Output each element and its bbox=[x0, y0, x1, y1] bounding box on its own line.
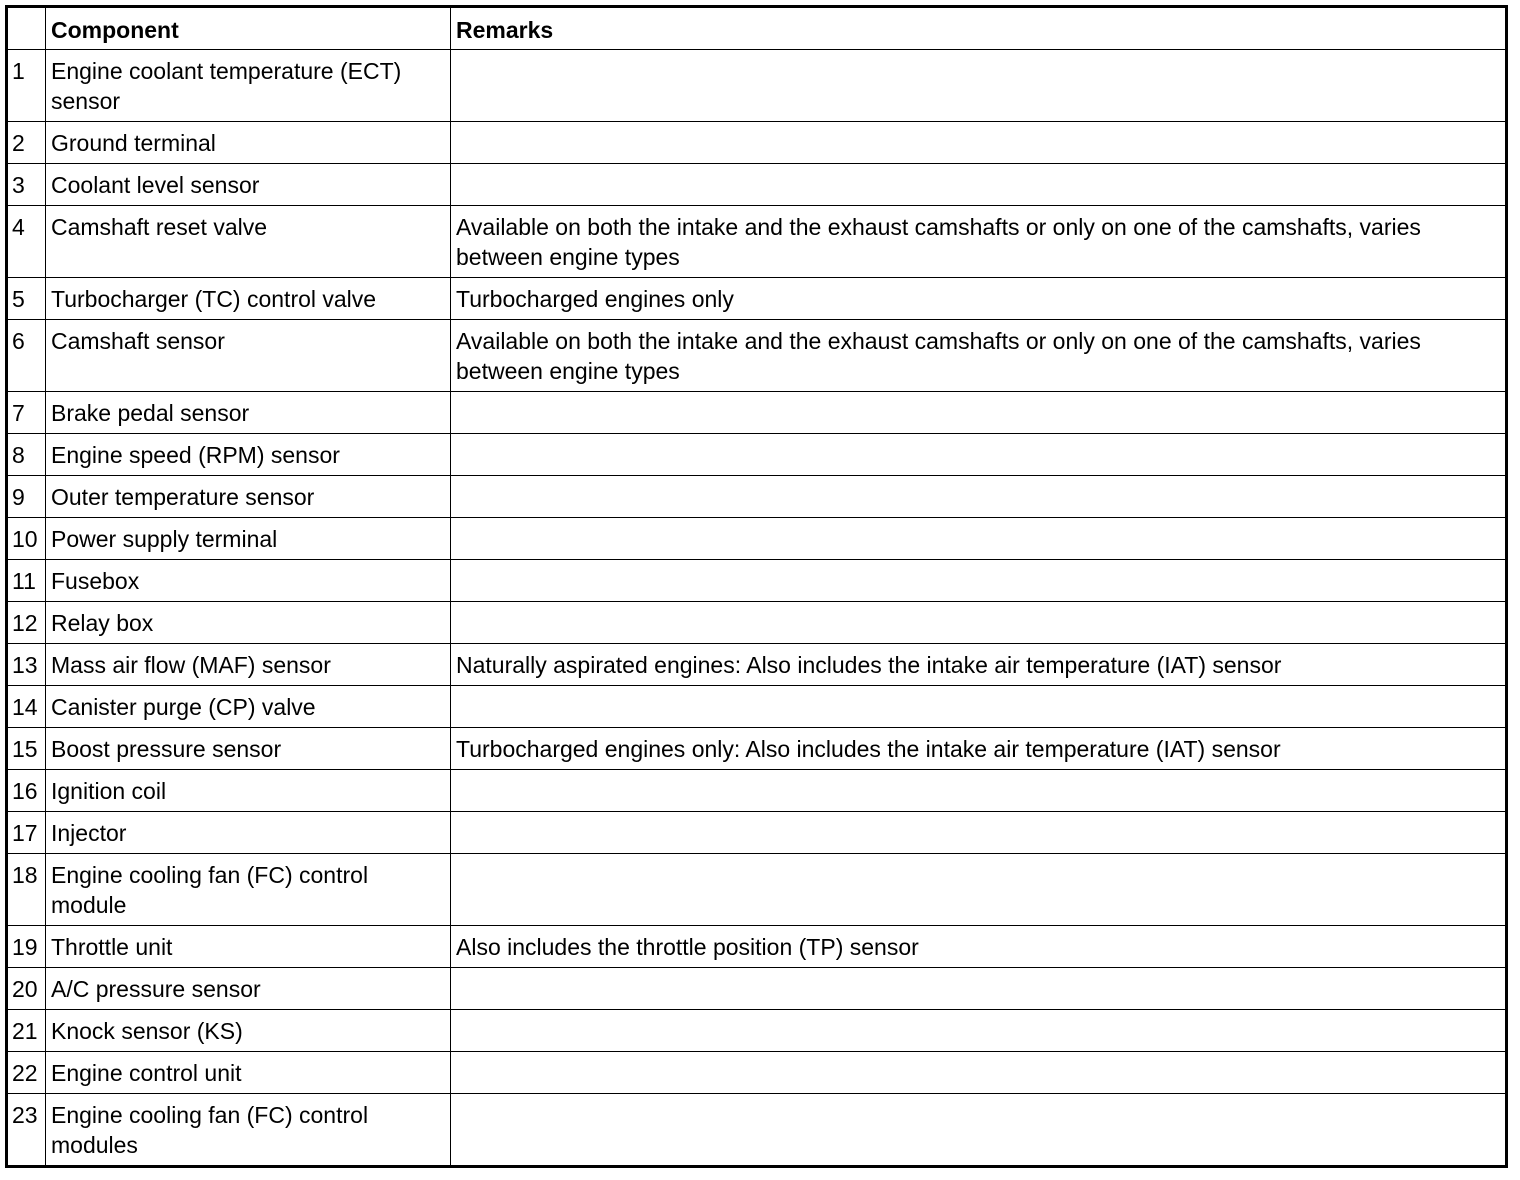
header-remarks: Remarks bbox=[451, 7, 1507, 50]
table-row bbox=[7, 926, 1507, 968]
table-header bbox=[7, 7, 1507, 50]
remarks-cell bbox=[451, 560, 1507, 602]
table-body bbox=[7, 50, 1507, 1167]
remarks-cell bbox=[451, 854, 1507, 926]
table-row bbox=[7, 476, 1507, 518]
remarks-cell bbox=[451, 686, 1507, 728]
table-row bbox=[7, 644, 1507, 686]
component-cell: Power supply terminal bbox=[46, 518, 451, 560]
table-row bbox=[7, 812, 1507, 854]
remarks-cell: Available on both the intake and the exhaust camshafts or only on one of the camshafts, varies between engine types bbox=[451, 320, 1507, 392]
row-number: 15 bbox=[7, 728, 46, 770]
remarks-cell: Also includes the throttle position (TP) sensor bbox=[451, 926, 1507, 968]
remarks-cell: Available on both the intake and the exhaust camshafts or only on one of the camshafts, varies between engine types bbox=[451, 206, 1507, 278]
table-row bbox=[7, 1010, 1507, 1052]
header-row bbox=[7, 7, 1507, 50]
remarks-cell bbox=[451, 518, 1507, 560]
component-cell: Throttle unit bbox=[46, 926, 451, 968]
component-cell: Engine speed (RPM) sensor bbox=[46, 434, 451, 476]
row-number: 1 bbox=[7, 50, 46, 122]
remarks-cell: Turbocharged engines only: Also includes the intake air temperature (IAT) sensor bbox=[451, 728, 1507, 770]
row-number: 21 bbox=[7, 1010, 46, 1052]
remarks-cell bbox=[451, 1010, 1507, 1052]
remarks-cell bbox=[451, 1052, 1507, 1094]
component-cell: Engine cooling fan (FC) control modules bbox=[46, 1094, 451, 1167]
component-cell: Engine control unit bbox=[46, 1052, 451, 1094]
component-cell: Turbocharger (TC) control valve bbox=[46, 278, 451, 320]
row-number: 11 bbox=[7, 560, 46, 602]
table-row bbox=[7, 50, 1507, 122]
row-number: 5 bbox=[7, 278, 46, 320]
table-row bbox=[7, 1094, 1507, 1167]
component-cell: Engine cooling fan (FC) control module bbox=[46, 854, 451, 926]
remarks-cell bbox=[451, 602, 1507, 644]
component-cell: Relay box bbox=[46, 602, 451, 644]
row-number: 12 bbox=[7, 602, 46, 644]
row-number: 23 bbox=[7, 1094, 46, 1167]
header-component: Component bbox=[46, 7, 451, 50]
component-cell: Knock sensor (KS) bbox=[46, 1010, 451, 1052]
row-number: 10 bbox=[7, 518, 46, 560]
component-cell: Canister purge (CP) valve bbox=[46, 686, 451, 728]
table-row bbox=[7, 686, 1507, 728]
row-number: 16 bbox=[7, 770, 46, 812]
row-number: 4 bbox=[7, 206, 46, 278]
table-row bbox=[7, 392, 1507, 434]
remarks-cell: Turbocharged engines only bbox=[451, 278, 1507, 320]
component-table bbox=[5, 5, 1508, 1168]
row-number: 14 bbox=[7, 686, 46, 728]
component-cell: Engine coolant temperature (ECT) sensor bbox=[46, 50, 451, 122]
remarks-cell bbox=[451, 770, 1507, 812]
table-row bbox=[7, 206, 1507, 278]
table-row bbox=[7, 1052, 1507, 1094]
row-number: 8 bbox=[7, 434, 46, 476]
remarks-cell bbox=[451, 392, 1507, 434]
component-cell: Fusebox bbox=[46, 560, 451, 602]
component-cell: A/C pressure sensor bbox=[46, 968, 451, 1010]
table-row bbox=[7, 560, 1507, 602]
table-row bbox=[7, 728, 1507, 770]
row-number: 18 bbox=[7, 854, 46, 926]
component-cell: Boost pressure sensor bbox=[46, 728, 451, 770]
table-row bbox=[7, 434, 1507, 476]
component-cell: Injector bbox=[46, 812, 451, 854]
table-row bbox=[7, 770, 1507, 812]
component-cell: Ignition coil bbox=[46, 770, 451, 812]
table-row bbox=[7, 602, 1507, 644]
row-number: 17 bbox=[7, 812, 46, 854]
remarks-cell bbox=[451, 812, 1507, 854]
table-row bbox=[7, 968, 1507, 1010]
remarks-cell bbox=[451, 164, 1507, 206]
row-number: 6 bbox=[7, 320, 46, 392]
component-cell: Mass air flow (MAF) sensor bbox=[46, 644, 451, 686]
component-cell: Coolant level sensor bbox=[46, 164, 451, 206]
component-cell: Camshaft reset valve bbox=[46, 206, 451, 278]
row-number: 9 bbox=[7, 476, 46, 518]
table-row bbox=[7, 854, 1507, 926]
remarks-cell bbox=[451, 1094, 1507, 1167]
remarks-cell bbox=[451, 50, 1507, 122]
row-number: 19 bbox=[7, 926, 46, 968]
remarks-cell bbox=[451, 476, 1507, 518]
row-number: 2 bbox=[7, 122, 46, 164]
table-row bbox=[7, 518, 1507, 560]
row-number: 7 bbox=[7, 392, 46, 434]
row-number: 20 bbox=[7, 968, 46, 1010]
component-cell: Camshaft sensor bbox=[46, 320, 451, 392]
table-row bbox=[7, 320, 1507, 392]
remarks-cell: Naturally aspirated engines: Also includes the intake air temperature (IAT) sensor bbox=[451, 644, 1507, 686]
remarks-cell bbox=[451, 434, 1507, 476]
remarks-cell bbox=[451, 122, 1507, 164]
remarks-cell bbox=[451, 968, 1507, 1010]
row-number: 22 bbox=[7, 1052, 46, 1094]
row-number: 3 bbox=[7, 164, 46, 206]
table-row bbox=[7, 122, 1507, 164]
table-row bbox=[7, 164, 1507, 206]
component-cell: Outer temperature sensor bbox=[46, 476, 451, 518]
component-cell: Brake pedal sensor bbox=[46, 392, 451, 434]
header-number bbox=[7, 7, 46, 50]
component-cell: Ground terminal bbox=[46, 122, 451, 164]
table-row bbox=[7, 278, 1507, 320]
row-number: 13 bbox=[7, 644, 46, 686]
